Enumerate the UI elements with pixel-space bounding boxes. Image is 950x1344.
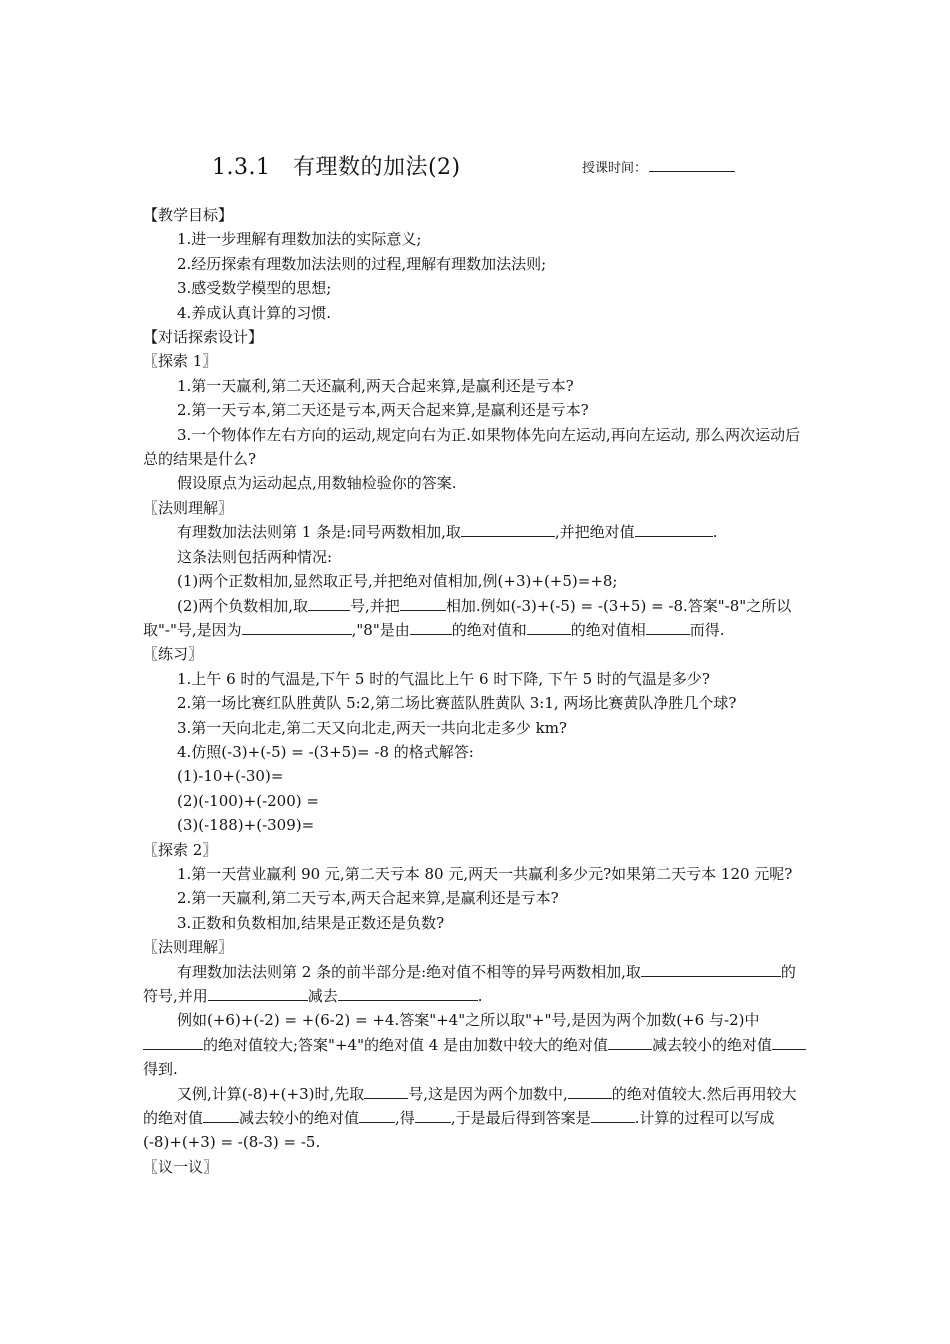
text-run: 的绝对值和 bbox=[451, 620, 527, 639]
rule1-paragraph-2: 这条法则包括两种情况: bbox=[177, 547, 333, 566]
class-time-blank bbox=[649, 161, 735, 172]
text-run: 的符号,并用 bbox=[143, 962, 796, 1005]
explore1-heading: 〖探索 1〗 bbox=[143, 352, 218, 371]
rule2-heading: 〖法则理解〗 bbox=[143, 938, 234, 957]
text-run: 减去较小的绝对值 bbox=[652, 1035, 773, 1054]
practice-item: 2.第一场比赛红队胜黄队 5:2,第二场比赛蓝队胜黄队 3:1, 两场比赛黄队净胜几个球? bbox=[177, 694, 737, 713]
text-run: 号,并把 bbox=[350, 596, 400, 615]
text-run: 号,这是因为两个加数中, bbox=[408, 1084, 568, 1103]
fill-blank bbox=[527, 620, 571, 635]
fill-blank bbox=[772, 1035, 806, 1050]
text-run: 得到. bbox=[143, 1060, 178, 1079]
fill-blank bbox=[568, 1084, 612, 1099]
rule2-paragraph-3 bbox=[143, 1082, 807, 1155]
fill-blank bbox=[415, 1108, 451, 1123]
fill-blank bbox=[461, 522, 555, 537]
document-body bbox=[143, 203, 807, 1179]
dialog-heading: 【对话探索设计】 bbox=[143, 328, 264, 347]
explore1-item: 2.第一天亏本,第二天还是亏本,两天合起来算,是赢利还是亏本? bbox=[177, 401, 589, 420]
fill-blank bbox=[635, 522, 713, 537]
page-title: 1.3.1 有理数的加法(2) bbox=[212, 155, 461, 180]
text-run: 减去较小的绝对值 bbox=[239, 1109, 360, 1128]
fill-blank bbox=[143, 1035, 203, 1050]
fill-blank bbox=[308, 596, 350, 611]
explore1-item: 3.一个物体作左右方向的运动,规定向右为正.如果物体先向左运动,再向左运动, 那么两次运动后总的结果是什么? bbox=[143, 425, 801, 469]
practice-heading: 〖练习〗 bbox=[143, 645, 204, 664]
fill-blank bbox=[646, 620, 690, 635]
fill-blank bbox=[608, 1035, 652, 1050]
fill-blank bbox=[242, 620, 352, 635]
practice-item: (2)(-100)+(-200) = bbox=[177, 791, 319, 810]
text-run: 相加.例如(-3)+(-5) = -(3+5) = -8.答案"-8"之所以取"-"号,是因为 bbox=[143, 596, 792, 639]
text-run: . bbox=[477, 987, 483, 1005]
explore1-item: 假设原点为运动起点,用数轴检验你的答案. bbox=[177, 474, 457, 493]
text-run: 有理数加法法则第 2 条的前半部分是:绝对值不相等的异号两数相加,取 bbox=[177, 962, 641, 981]
fill-blank bbox=[591, 1108, 635, 1123]
rule2-paragraph-1 bbox=[143, 960, 807, 1009]
explore2-heading: 〖探索 2〗 bbox=[143, 840, 218, 859]
class-time-field bbox=[582, 157, 735, 176]
text-run: 的绝对值较大;答案"+4"的绝对值 4 是由加数中较大的绝对值 bbox=[203, 1035, 609, 1054]
goal-item: 3.感受数学模型的思想; bbox=[177, 279, 332, 298]
text-run: ,并把绝对值 bbox=[554, 523, 635, 542]
practice-item: 3.第一天向北走,第二天又向北走,两天一共向北走多少 km? bbox=[177, 718, 567, 737]
rule1-paragraph-1 bbox=[143, 520, 807, 544]
text-run: 的绝对值相 bbox=[570, 620, 646, 639]
fill-blank bbox=[359, 1108, 395, 1123]
discuss-heading: 〖议一议〗 bbox=[143, 1157, 219, 1176]
text-run: . bbox=[712, 523, 718, 542]
rule1-paragraph-4 bbox=[143, 594, 807, 643]
practice-item: 4.仿照(-3)+(-5) = -(3+5)= -8 的格式解答: bbox=[177, 742, 474, 761]
rule1-paragraph-3: (1)两个正数相加,显然取正号,并把绝对值相加,例(+3)+(+5)=+8; bbox=[177, 572, 618, 591]
text-run: 的绝对值较大.然后再用较大的绝对值 bbox=[143, 1084, 797, 1128]
class-time-label: 授课时间： bbox=[582, 161, 648, 176]
title-row bbox=[0, 150, 950, 182]
rule2-paragraph-2 bbox=[143, 1008, 807, 1081]
text-run: 而得. bbox=[689, 620, 725, 639]
text-run: 又例,计算(-8)+(+3)时,先取 bbox=[177, 1084, 365, 1103]
explore2-item: 2.第一天赢利,第二天亏本,两天合起来算,是赢利还是亏本? bbox=[177, 889, 559, 908]
text-run: (2)两个负数相加,取 bbox=[177, 596, 309, 615]
fill-blank bbox=[410, 620, 452, 635]
text-run: 有理数加法法则第 1 条是:同号两数相加,取 bbox=[177, 523, 461, 542]
fill-blank bbox=[364, 1084, 408, 1099]
fill-blank bbox=[208, 986, 308, 1001]
text-run: .计算的过程可以写成(-8)+(+3) = -(8-3) = -5. bbox=[143, 1109, 775, 1152]
text-run: 例如(+6)+(-2) = +(6-2) = +4.答案"+4"之所以取"+"号,是因为两个加数(+6 与-2)中 bbox=[177, 1011, 760, 1030]
practice-item: (1)-10+(-30)= bbox=[177, 767, 284, 786]
explore1-item: 1.第一天赢利,第二天还赢利,两天合起来算,是赢利还是亏本? bbox=[177, 376, 574, 395]
fill-blank bbox=[400, 596, 446, 611]
rule1-heading: 〖法则理解〗 bbox=[143, 498, 234, 517]
explore2-item: 3.正数和负数相加,结果是正数还是负数? bbox=[177, 913, 445, 932]
goal-item: 1.进一步理解有理数加法的实际意义; bbox=[177, 230, 422, 249]
text-run: ,于是最后得到答案是 bbox=[450, 1109, 591, 1128]
practice-item: (3)(-188)+(-309)= bbox=[177, 816, 315, 835]
goals-heading: 【教学目标】 bbox=[143, 206, 234, 224]
goal-item: 4.养成认真计算的习惯. bbox=[177, 303, 332, 322]
practice-item: 1.上午 6 时的气温是,下午 5 时的气温比上午 6 时下降, 下午 5 时的气温是多少? bbox=[177, 669, 710, 688]
text-run: ,"8"是由 bbox=[351, 620, 410, 639]
fill-blank bbox=[641, 962, 781, 977]
goal-item: 2.经历探索有理数加法法则的过程,理解有理数加法法则; bbox=[177, 254, 547, 273]
fill-blank bbox=[203, 1108, 239, 1123]
text-run: ,得 bbox=[395, 1109, 415, 1128]
explore2-item: 1.第一天营业赢利 90 元,第二天亏本 80 元,两天一共赢利多少元?如果第二天亏本 120 元呢? bbox=[177, 864, 793, 883]
fill-blank bbox=[338, 986, 478, 1001]
text-run: 减去 bbox=[307, 987, 338, 1005]
